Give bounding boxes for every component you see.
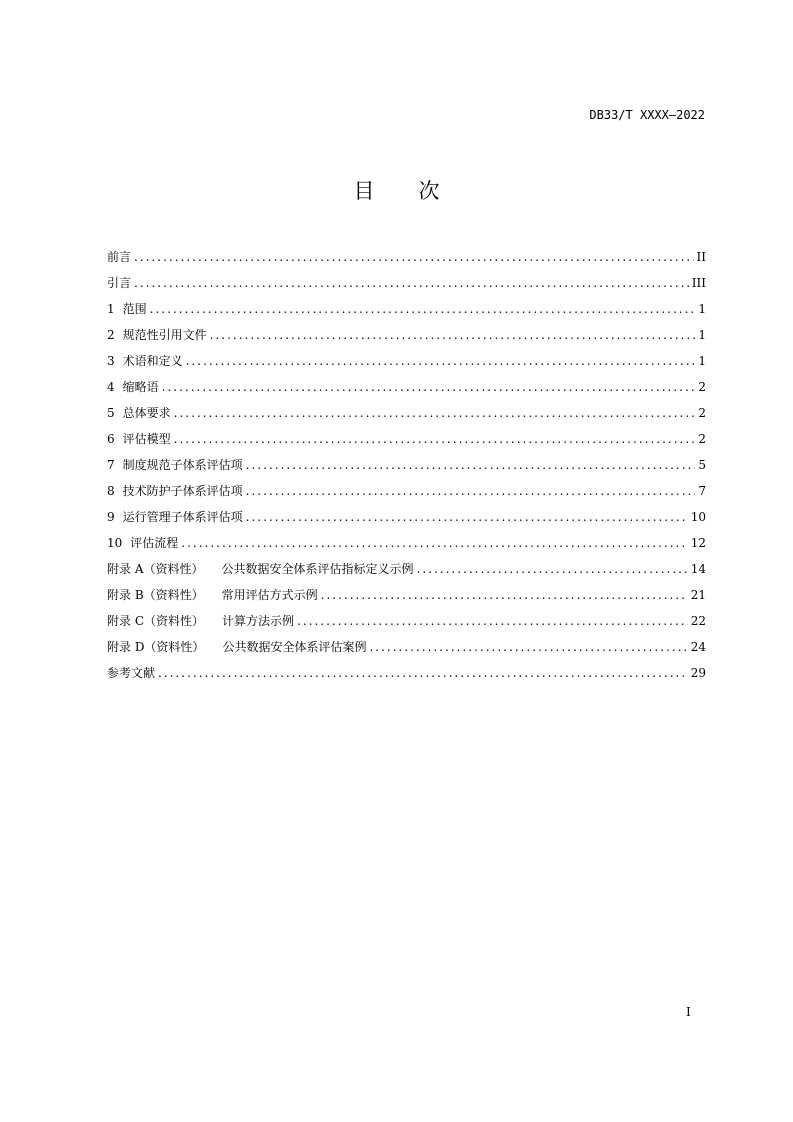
- toc-leader-dots: [134, 247, 694, 267]
- toc-leader-dots: [162, 377, 696, 397]
- toc-entry-page: 7: [698, 484, 706, 498]
- appendix-title: 常用评估方式示例: [221, 588, 318, 602]
- appendix-label: 附录 C（资料性）: [107, 614, 204, 628]
- toc-entry-abbreviations[interactable]: [107, 377, 706, 403]
- toc-leader-dots: [246, 507, 688, 527]
- toc-leader-dots: [417, 559, 688, 579]
- toc-entry-operations-subsystem[interactable]: [107, 507, 706, 533]
- toc-entry-text: [107, 559, 414, 579]
- toc-entry-page: 2: [698, 406, 706, 420]
- toc-entry-page: III: [691, 276, 706, 290]
- toc-entry-number: 8: [107, 484, 115, 498]
- appendix-label: 附录 B（资料性）: [107, 588, 204, 602]
- toc-title-char-1: 目: [353, 179, 375, 203]
- toc-entry-page: 10: [690, 510, 706, 524]
- toc-entry-text: [107, 637, 366, 657]
- document-code: DB33/T XXXX—2022: [589, 108, 705, 122]
- toc-entry-page: 5: [698, 458, 706, 472]
- appendix-title: 公共数据安全体系评估案例: [222, 640, 367, 654]
- toc-entry-text: [107, 611, 294, 631]
- toc-entry-text: 总体要求: [122, 406, 171, 420]
- toc-entry-appendix-d[interactable]: [107, 637, 706, 663]
- toc-leader-dots: [246, 481, 696, 501]
- toc-leader-dots: [150, 299, 696, 319]
- toc-entry-text: 评估模型: [122, 432, 171, 446]
- toc-entry-text: 运行管理子体系评估项: [122, 510, 243, 524]
- toc-entry-number: 9: [107, 510, 115, 524]
- toc-entry-appendix-c[interactable]: [107, 611, 706, 637]
- appendix-title: 公共数据安全体系评估指标定义示例: [221, 562, 414, 576]
- toc-leader-dots: [134, 273, 689, 293]
- toc-title-char-2: 次: [418, 179, 440, 203]
- toc-leader-dots: [181, 533, 687, 553]
- toc-entry-bibliography[interactable]: [107, 663, 706, 689]
- toc-entry-page: 22: [690, 614, 706, 628]
- toc-entry-text: 参考文献: [107, 666, 156, 680]
- toc-entry-foreword[interactable]: [107, 247, 706, 273]
- toc-entry-assessment-process[interactable]: [107, 533, 706, 559]
- toc-entry-number: 6: [107, 432, 115, 446]
- toc-entry-text: 术语和定义: [122, 354, 183, 368]
- toc-entry-technical-subsystem[interactable]: [107, 481, 706, 507]
- toc-entry-page: 21: [690, 588, 706, 602]
- toc-entry-text: 前言: [107, 250, 132, 264]
- toc-entry-text: [107, 585, 318, 605]
- toc-entry-page: 2: [698, 432, 706, 446]
- toc-entry-appendix-a[interactable]: [107, 559, 706, 585]
- toc-entry-text: 评估流程: [130, 536, 179, 550]
- toc-entry-number: 5: [107, 406, 115, 420]
- toc-leader-dots: [174, 429, 696, 449]
- appendix-label: 附录 D（资料性）: [107, 640, 205, 654]
- toc-leader-dots: [186, 351, 696, 371]
- toc-entry-page: 1: [698, 328, 706, 342]
- toc-entry-normative-references[interactable]: [107, 325, 706, 351]
- toc-leader-dots: [174, 403, 696, 423]
- toc-entry-number: 1: [107, 302, 115, 316]
- toc-entry-general-requirements[interactable]: [107, 403, 706, 429]
- toc-leader-dots: [321, 585, 688, 605]
- toc-leader-dots: [369, 637, 687, 657]
- toc-leader-dots: [210, 325, 696, 345]
- appendix-title: 计算方法示例: [222, 614, 295, 628]
- toc-entry-number: 4: [107, 380, 115, 394]
- toc-entry-text: 范围: [122, 302, 147, 316]
- toc-entry-page: 24: [690, 640, 706, 654]
- toc-entry-number: 2: [107, 328, 115, 342]
- toc-entry-introduction[interactable]: [107, 273, 706, 299]
- toc-entry-page: 14: [690, 562, 706, 576]
- toc-entry-page: 1: [698, 302, 706, 316]
- toc-entry-assessment-model[interactable]: [107, 429, 706, 455]
- toc-entry-policy-subsystem[interactable]: [107, 455, 706, 481]
- page-number: I: [686, 1005, 691, 1019]
- toc-entry-page: 1: [698, 354, 706, 368]
- toc-entry-page: 12: [690, 536, 706, 550]
- toc-entry-appendix-b[interactable]: [107, 585, 706, 611]
- toc-entry-number: 3: [107, 354, 115, 368]
- toc-entry-page: 29: [690, 666, 706, 680]
- toc-entry-page: II: [696, 250, 706, 264]
- toc-entry-text: 技术防护子体系评估项: [122, 484, 243, 498]
- toc-entry-scope[interactable]: [107, 299, 706, 325]
- toc-leader-dots: [158, 663, 688, 683]
- table-of-contents: [107, 247, 706, 689]
- toc-entry-text: 规范性引用文件: [122, 328, 207, 342]
- toc-entry-terms-definitions[interactable]: [107, 351, 706, 377]
- toc-entry-page: 2: [698, 380, 706, 394]
- toc-leader-dots: [246, 455, 696, 475]
- appendix-label: 附录 A（资料性）: [107, 562, 204, 576]
- toc-title: [0, 178, 793, 204]
- toc-entry-number: 10: [107, 536, 123, 550]
- toc-entry-number: 7: [107, 458, 115, 472]
- toc-entry-text: 引言: [107, 276, 132, 290]
- toc-entry-text: 缩略语: [122, 380, 159, 394]
- toc-leader-dots: [297, 611, 688, 631]
- toc-entry-text: 制度规范子体系评估项: [122, 458, 243, 472]
